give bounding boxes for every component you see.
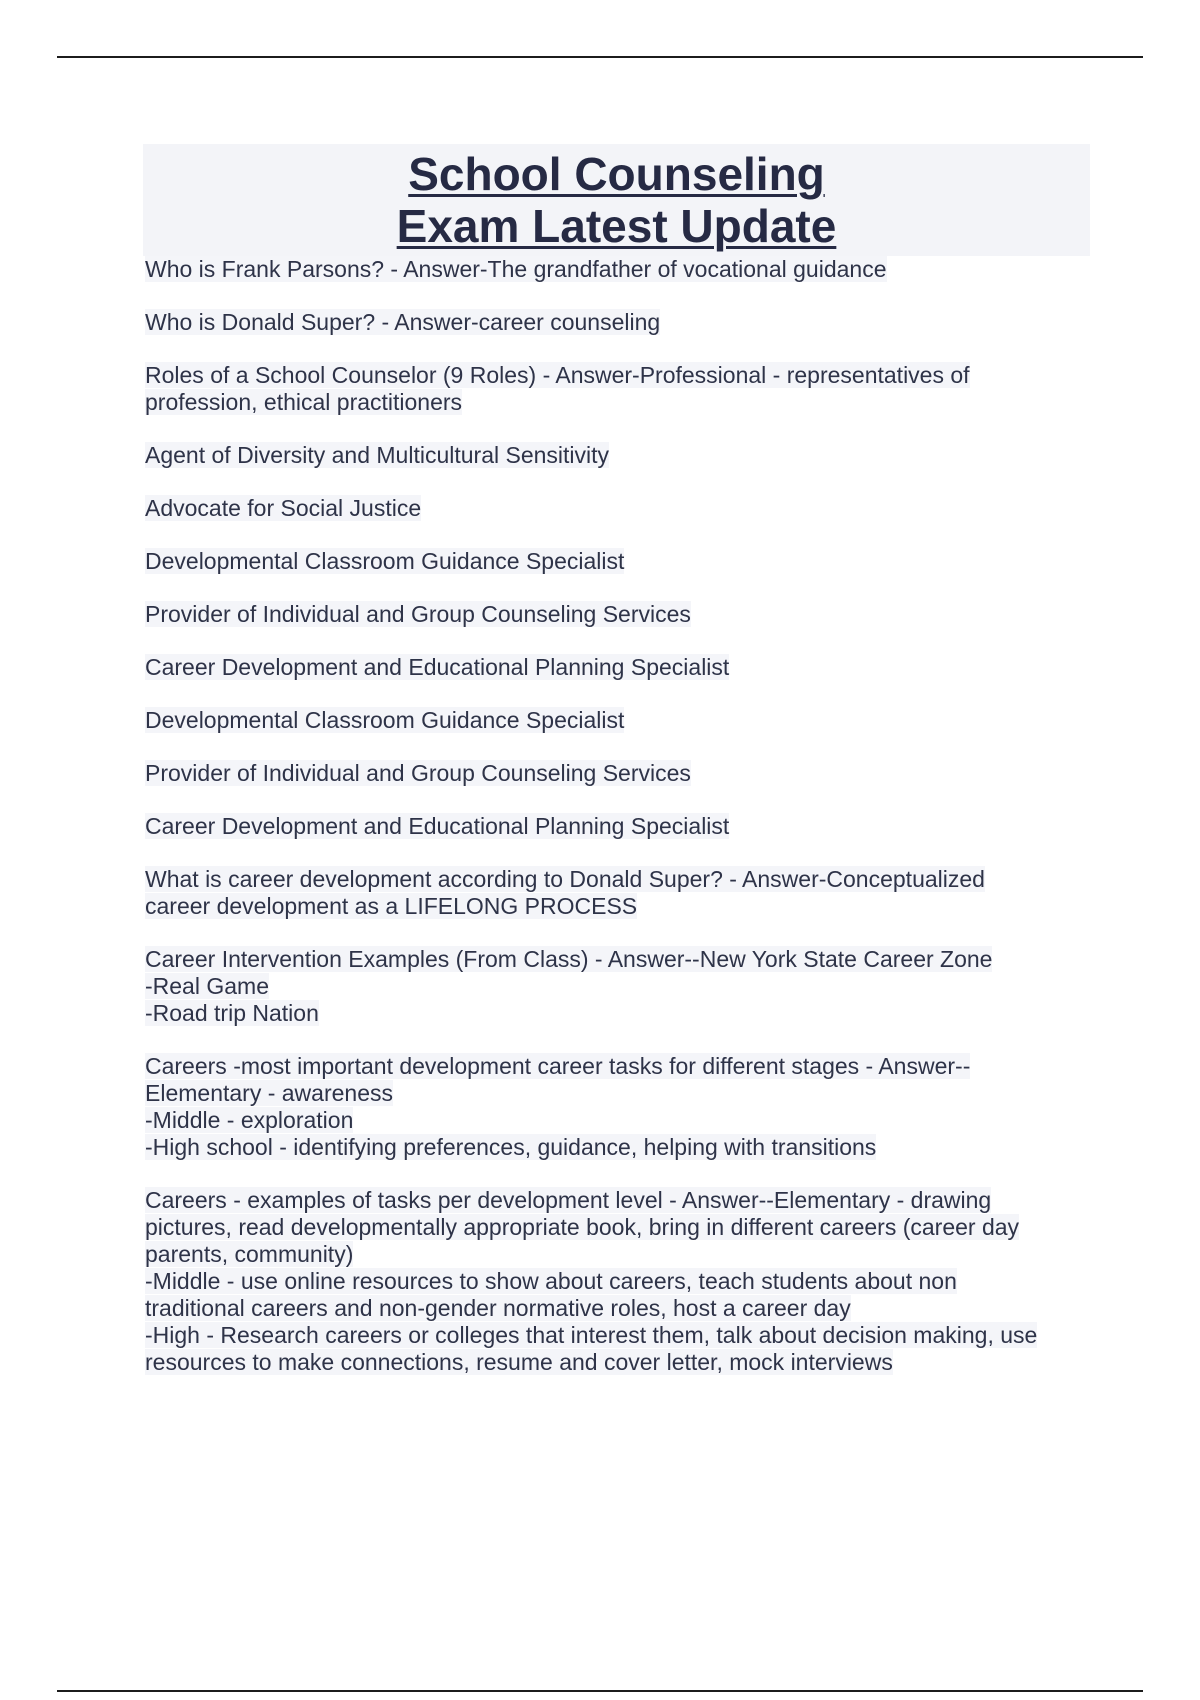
entry-line: [145, 654, 1095, 681]
entry-text: Who is Frank Parsons? - Answer-The grandfather of vocational guidance: [145, 256, 887, 282]
entry-line: [145, 1080, 1095, 1107]
entry-text: profession, ethical practitioners: [145, 389, 463, 415]
entry-line: [145, 495, 1095, 522]
entry-text: Who is Donald Super? - Answer-career counseling: [145, 309, 661, 335]
qa-entry: [145, 495, 1095, 522]
entry-text: Elementary - awareness: [145, 1080, 393, 1106]
qa-entry: [145, 866, 1095, 920]
entry-text: Career Development and Educational Planning Specialist: [145, 654, 730, 680]
entry-text: traditional careers and non-gender normative roles, host a career day: [145, 1295, 851, 1321]
entry-line: [145, 1268, 1095, 1295]
entry-line: [145, 1107, 1095, 1134]
qa-entry: [145, 707, 1095, 734]
entry-text: -Middle - use online resources to show about careers, teach students about non: [145, 1268, 957, 1294]
title-line-1: School Counseling: [408, 148, 825, 200]
entry-line: [145, 1134, 1095, 1161]
entry-line: [145, 1322, 1095, 1349]
entry-text: pictures, read developmentally appropriate book, bring in different careers (career day: [145, 1214, 1020, 1240]
entry-text: -Real Game: [145, 973, 269, 999]
entry-line: [145, 1053, 1095, 1080]
bottom-rule: [57, 1690, 1143, 1692]
entry-text: career development as a LIFELONG PROCESS: [145, 893, 638, 919]
entry-line: [145, 256, 1095, 283]
entry-text: Careers -most important development career tasks for different stages - Answer--: [145, 1053, 971, 1079]
entry-line: [145, 1295, 1095, 1322]
qa-entry: [145, 601, 1095, 628]
qa-entry: [145, 548, 1095, 575]
entry-line: [145, 707, 1095, 734]
title-line-2: Exam Latest Update: [396, 200, 837, 252]
entry-line: [145, 1000, 1095, 1027]
entry-line: [145, 1349, 1095, 1376]
entry-text: -Middle - exploration: [145, 1107, 354, 1133]
qa-entry: [145, 442, 1095, 469]
entry-line: [145, 866, 1095, 893]
qa-content: [145, 256, 1095, 1402]
entry-line: [145, 601, 1095, 628]
qa-entry: [145, 309, 1095, 336]
qa-entry: [145, 654, 1095, 681]
entry-text: Advocate for Social Justice: [145, 495, 422, 521]
entry-text: Roles of a School Counselor (9 Roles) - Answer-Professional - representatives of: [145, 362, 970, 388]
entry-text: Career Intervention Examples (From Class) - Answer--New York State Career Zone: [145, 946, 993, 972]
entry-line: [145, 309, 1095, 336]
entry-line: [145, 362, 1095, 389]
top-rule: [57, 56, 1143, 58]
entry-line: [145, 760, 1095, 787]
document-title: [143, 144, 1090, 256]
qa-entry: [145, 1187, 1095, 1376]
entry-line: [145, 442, 1095, 469]
entry-text: -High school - identifying preferences, guidance, helping with transitions: [145, 1134, 877, 1160]
entry-text: Agent of Diversity and Multicultural Sensitivity: [145, 442, 610, 468]
entry-line: [145, 813, 1095, 840]
entry-line: [145, 1241, 1095, 1268]
entry-line: [145, 548, 1095, 575]
entry-line: [145, 1214, 1095, 1241]
entry-text: Provider of Individual and Group Counseling Services: [145, 760, 691, 786]
entry-text: Developmental Classroom Guidance Specialist: [145, 707, 625, 733]
entry-text: Provider of Individual and Group Counseling Services: [145, 601, 691, 627]
qa-entry: [145, 813, 1095, 840]
entry-text: Career Development and Educational Planning Specialist: [145, 813, 730, 839]
entry-line: [145, 389, 1095, 416]
entry-text: -Road trip Nation: [145, 1000, 319, 1026]
entry-text: -High - Research careers or colleges that interest them, talk about decision making, use: [145, 1322, 1038, 1348]
qa-entry: [145, 760, 1095, 787]
qa-entry: [145, 256, 1095, 283]
entry-line: [145, 946, 1095, 973]
qa-entry: [145, 362, 1095, 416]
entry-line: [145, 973, 1095, 1000]
entry-line: [145, 893, 1095, 920]
qa-entry: [145, 946, 1095, 1027]
entry-text: resources to make connections, resume and cover letter, mock interviews: [145, 1349, 893, 1375]
entry-text: What is career development according to Donald Super? - Answer-Conceptualized: [145, 866, 985, 892]
entry-line: [145, 1187, 1095, 1214]
entry-text: parents, community): [145, 1241, 354, 1267]
entry-text: Developmental Classroom Guidance Specialist: [145, 548, 625, 574]
qa-entry: [145, 1053, 1095, 1161]
entry-text: Careers - examples of tasks per development level - Answer--Elementary - drawing: [145, 1187, 992, 1213]
